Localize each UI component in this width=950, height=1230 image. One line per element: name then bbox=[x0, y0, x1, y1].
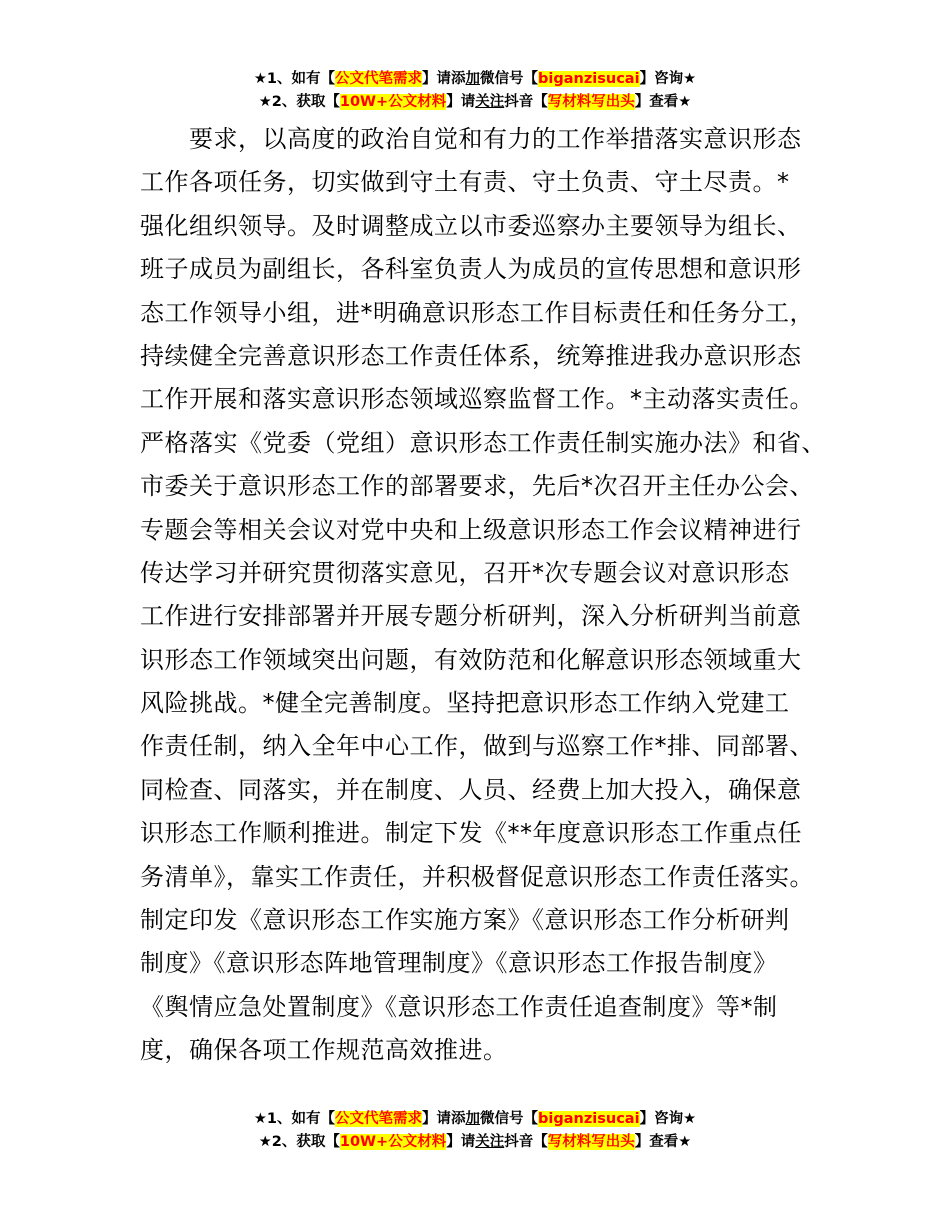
footer-line-1-mid2: 微信号【 bbox=[480, 1111, 539, 1127]
header-line-1-mid: 】请添 bbox=[422, 71, 466, 87]
footer-materials-highlight: 10W+公文材料 bbox=[339, 1134, 447, 1150]
body-line: 工作进行安排部署并开展专题分析研判，深入分析研判当前意 bbox=[140, 602, 802, 631]
document-body bbox=[140, 118, 840, 1073]
header-materials-highlight: 10W+公文材料 bbox=[339, 94, 447, 110]
footer-ghostwriting-highlight: 公文代笔需求 bbox=[335, 1111, 423, 1127]
footer-line-2-mid2: 抖音【 bbox=[504, 1134, 548, 1150]
footer-line-2-underlined: 关注 bbox=[475, 1134, 505, 1150]
header-line-2-underlined: 关注 bbox=[475, 94, 505, 110]
footer-line-2 bbox=[0, 1131, 950, 1154]
header-line-1-underlined: 加 bbox=[465, 71, 481, 87]
body-line: 制定印发《意识形态工作实施方案》《意识形态工作分析研判 bbox=[140, 906, 790, 935]
header-banner bbox=[0, 68, 950, 114]
header-line-2-mid: 】请 bbox=[446, 94, 476, 110]
body-line: 传达学习并研究贯彻落实意见，召开*次专题会议对意识形态 bbox=[140, 558, 790, 587]
footer-line-1-underlined: 加 bbox=[465, 1111, 481, 1127]
body-line: 班子成员为副组长，各科室负责人为成员的宣传思想和意识形 bbox=[140, 255, 802, 284]
body-line: 《舆情应急处置制度》《意识形态工作责任追查制度》等*制 bbox=[140, 992, 778, 1021]
body-line: 态工作领导小组，进*明确意识形态工作目标责任和任务分工， bbox=[140, 298, 814, 327]
body-line: 风险挑战。*健全完善制度。坚持把意识形态工作纳入党建工 bbox=[140, 689, 790, 718]
header-line-1-suffix: 】咨询★ bbox=[639, 71, 697, 87]
body-line: 市委关于意识形态工作的部署要求，先后*次召开主任办公会、 bbox=[140, 472, 814, 501]
body-line: 工作开展和落实意识形态领域巡察监督工作。*主动落实责任。 bbox=[140, 385, 814, 414]
header-line-2-mid2: 抖音【 bbox=[504, 94, 548, 110]
header-ghostwriting-highlight: 公文代笔需求 bbox=[335, 71, 423, 87]
body-line: 强化组织领导。及时调整成立以市委巡察办主要领导为组长、 bbox=[140, 211, 802, 240]
footer-line-2-suffix: 】查看★ bbox=[634, 1134, 692, 1150]
body-line: 要求，以高度的政治自觉和有力的工作举措落实意识形态 bbox=[140, 125, 802, 153]
body-line: 识形态工作领域突出问题，有效防范和化解意识形态领域重大 bbox=[140, 645, 802, 674]
body-line: 制度》《意识形态阵地管理制度》《意识形态工作报告制度》 bbox=[140, 949, 778, 978]
footer-banner bbox=[0, 1108, 950, 1154]
body-line: 度，确保各项工作规范高效推进。 bbox=[140, 1036, 508, 1065]
header-line-1-prefix: ★1、如有【 bbox=[253, 71, 336, 87]
body-line: 专题会等相关会议对党中央和上级意识形态工作会议精神进行 bbox=[140, 515, 802, 544]
header-line-2 bbox=[0, 91, 950, 114]
footer-line-1-prefix: ★1、如有【 bbox=[253, 1111, 336, 1127]
body-line: 同检查、同落实，并在制度、人员、经费上加大投入，确保意 bbox=[140, 775, 802, 804]
footer-line-1 bbox=[0, 1108, 950, 1131]
body-line: 持续健全完善意识形态工作责任体系，统筹推进我办意识形态 bbox=[140, 341, 802, 370]
footer-wechat-id-highlight: biganzisucai bbox=[538, 1111, 640, 1127]
footer-line-1-suffix: 】咨询★ bbox=[639, 1111, 697, 1127]
header-line-1-mid2: 微信号【 bbox=[480, 71, 539, 87]
body-line: 务清单》，靠实工作责任，并积极督促意识形态工作责任落实。 bbox=[140, 862, 814, 891]
footer-douyin-highlight: 写材料写出头 bbox=[547, 1134, 635, 1150]
footer-line-2-mid: 】请 bbox=[446, 1134, 476, 1150]
body-line: 严格落实《党委（党组）意识形态工作责任制实施办法》和省、 bbox=[140, 428, 826, 457]
header-douyin-highlight: 写材料写出头 bbox=[547, 94, 635, 110]
body-line: 工作各项任务，切实做到守土有责、守土负责、守土尽责。* bbox=[140, 168, 790, 197]
body-line: 识形态工作顺利推进。制定下发《**年度意识形态工作重点任 bbox=[140, 819, 802, 848]
header-line-2-prefix: ★2、获取【 bbox=[258, 94, 340, 110]
header-wechat-id-highlight: biganzisucai bbox=[538, 71, 640, 87]
body-line: 作责任制，纳入全年中心工作，做到与巡察工作*排、同部署、 bbox=[140, 732, 814, 761]
footer-line-2-prefix: ★2、获取【 bbox=[258, 1134, 340, 1150]
header-line-1 bbox=[0, 68, 950, 91]
header-line-2-suffix: 】查看★ bbox=[634, 94, 692, 110]
footer-line-1-mid: 】请添 bbox=[422, 1111, 466, 1127]
